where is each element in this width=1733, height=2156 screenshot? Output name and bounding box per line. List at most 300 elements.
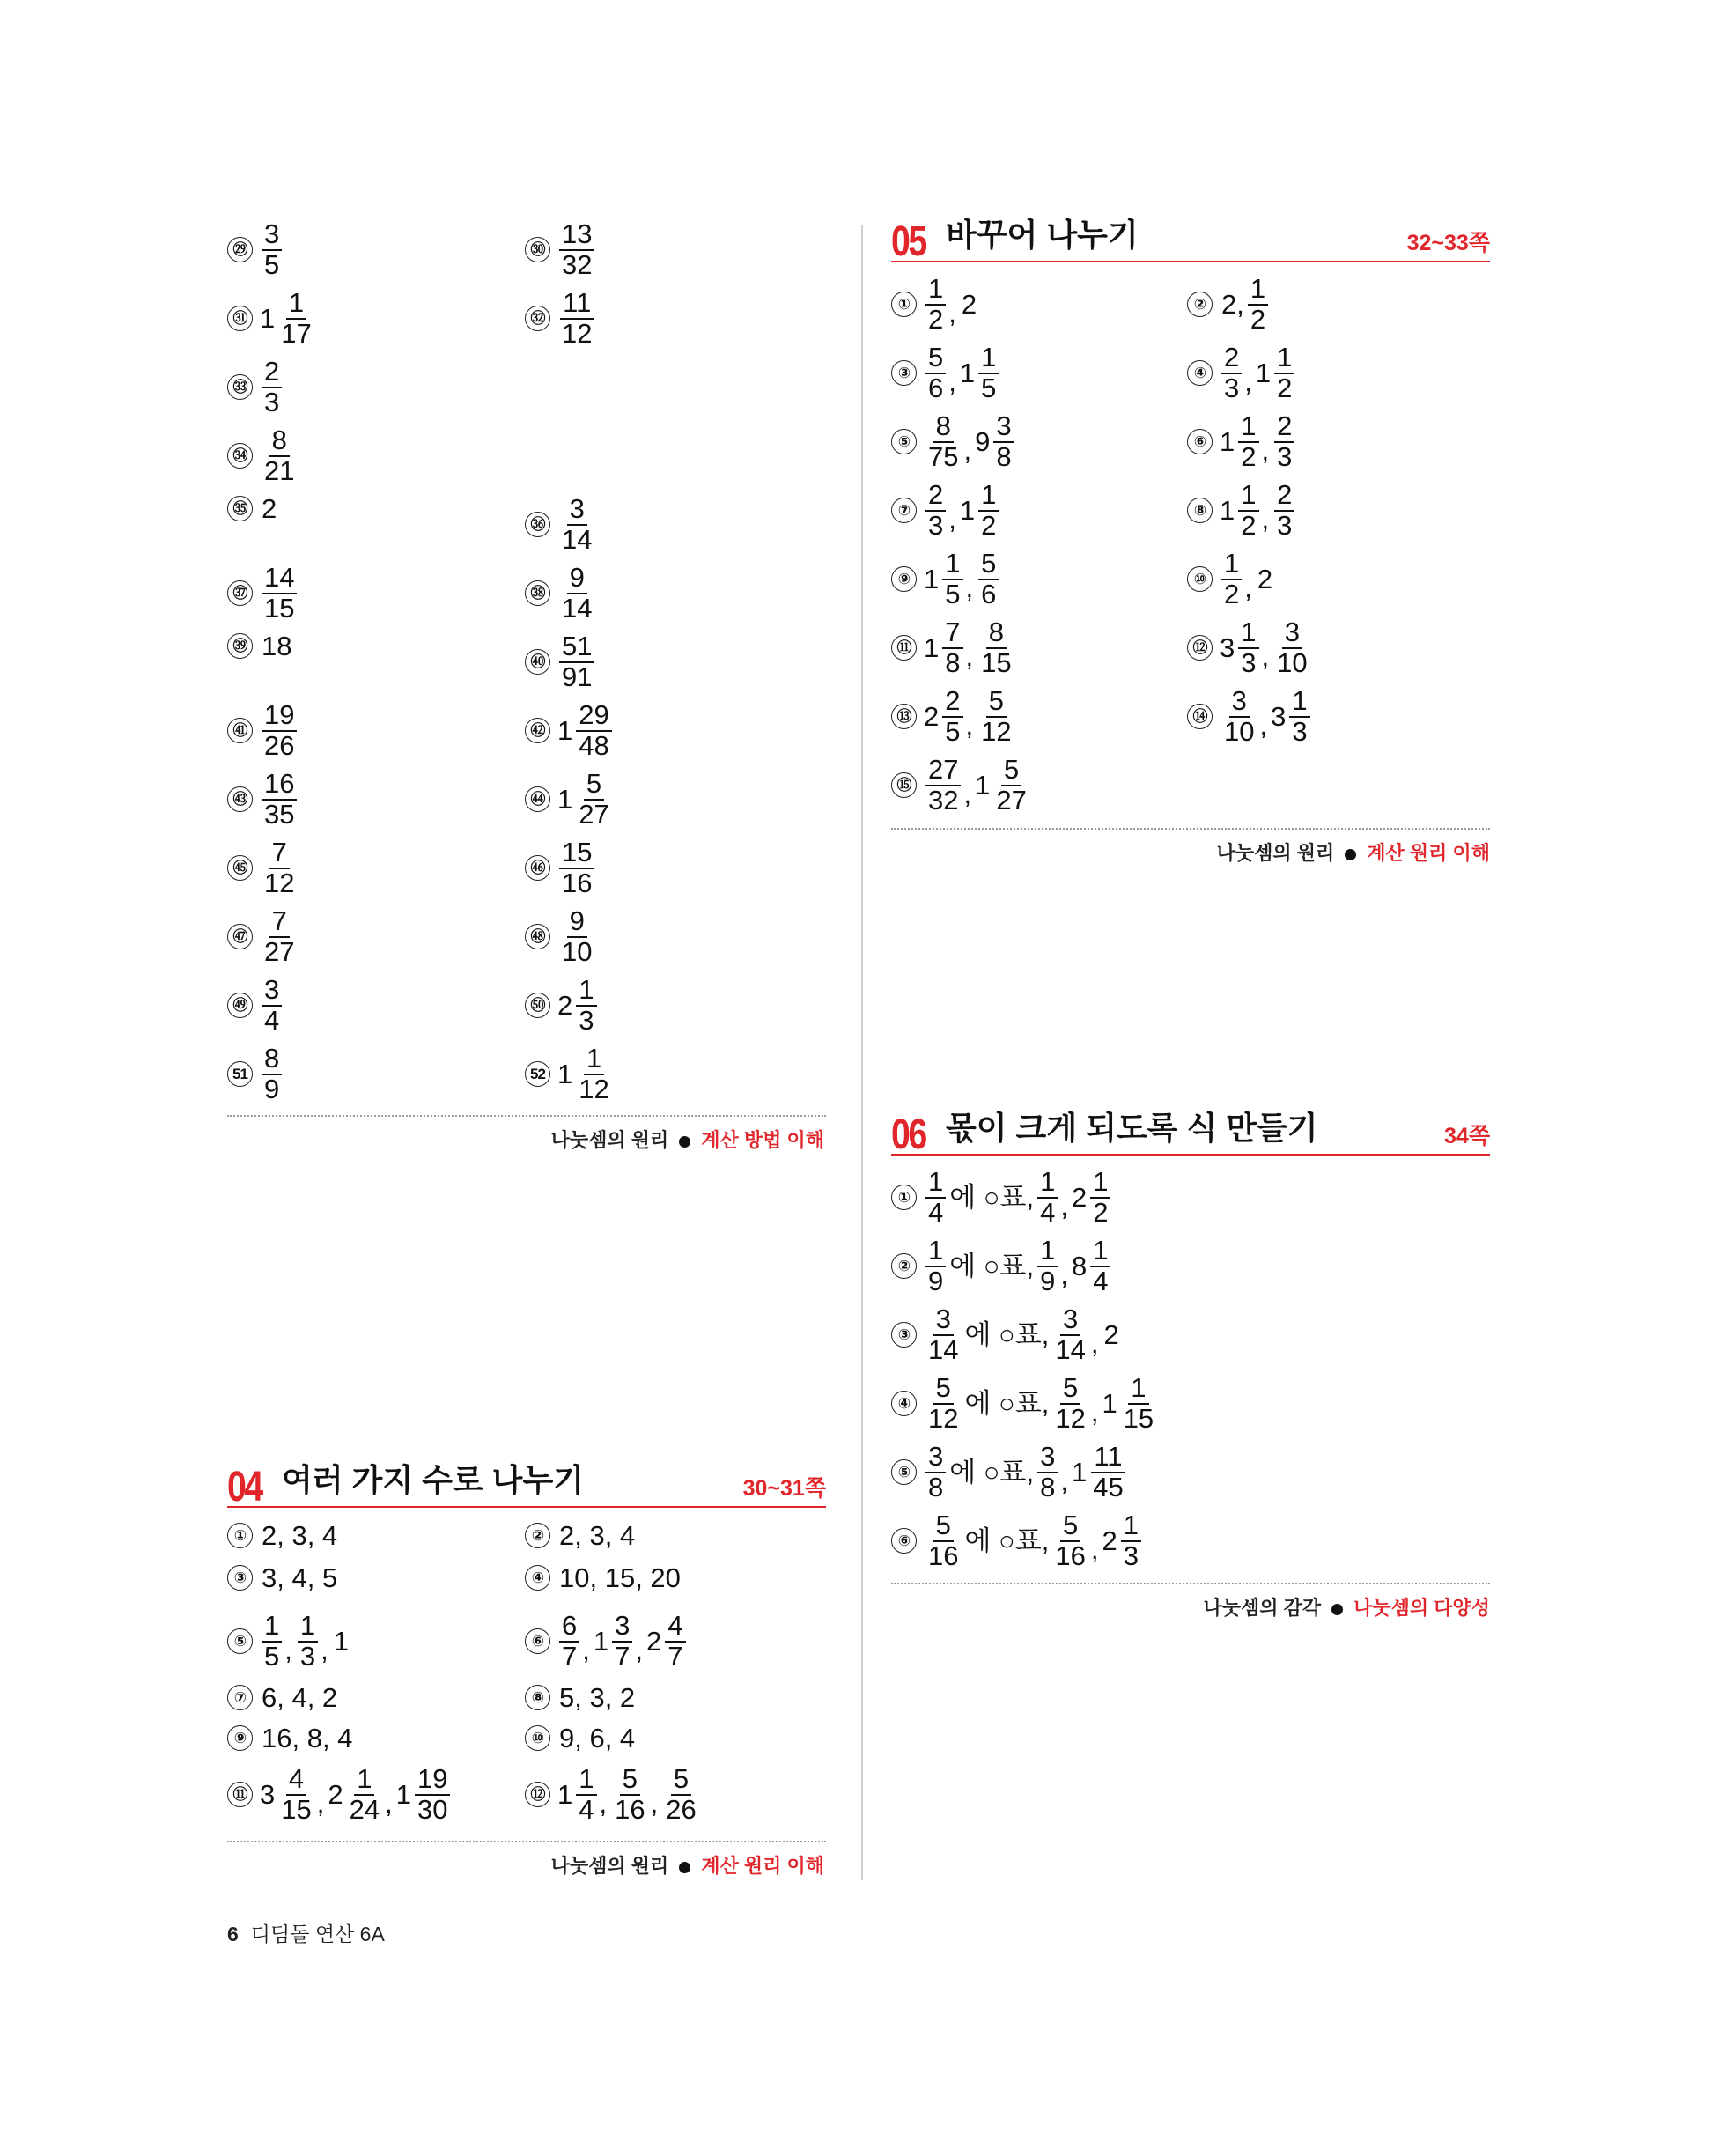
denominator: 8 xyxy=(945,646,961,678)
separator: , xyxy=(1060,1466,1068,1497)
fraction xyxy=(1121,1374,1156,1433)
numerator: 9 xyxy=(567,907,587,938)
footer-topic: 계산 방법 이해 xyxy=(701,1129,824,1151)
answer-item xyxy=(227,1724,354,1752)
answer-number: ⑤ xyxy=(891,1459,917,1485)
footer-category: 나눗셈의 원리 xyxy=(550,1855,669,1877)
denominator: 2 xyxy=(928,303,944,335)
page-footer xyxy=(227,1918,385,1947)
denominator: 3 xyxy=(1123,1539,1139,1571)
mixed-whole: 1 xyxy=(593,1626,609,1658)
page-number: 6 xyxy=(227,1923,239,1946)
fraction xyxy=(262,1045,282,1104)
footer-topic: 계산 원리 이해 xyxy=(1367,842,1490,864)
answer-number: ① xyxy=(891,1185,917,1210)
section-04-dotline xyxy=(227,1841,826,1842)
denominator: 4 xyxy=(579,1793,594,1825)
numerator: 8 xyxy=(933,412,954,443)
numerator: 1 xyxy=(1090,1237,1110,1267)
denominator: 7 xyxy=(615,1640,631,1672)
answer-text: 에 ○표, xyxy=(949,1251,1035,1282)
fraction xyxy=(1052,1511,1088,1570)
denominator: 3 xyxy=(1241,646,1257,678)
fraction xyxy=(993,756,1029,815)
denominator: 75 xyxy=(928,440,959,472)
numerator: 8 xyxy=(269,426,290,457)
answer-item xyxy=(525,1765,701,1824)
fraction xyxy=(1121,1511,1141,1570)
answer-text: 18 xyxy=(262,631,292,661)
numerator: 3 xyxy=(1282,618,1302,649)
separator: , xyxy=(1261,435,1270,467)
numerator: 7 xyxy=(269,838,290,869)
denominator: 3 xyxy=(264,386,280,417)
denominator: 4 xyxy=(1093,1265,1109,1296)
fraction xyxy=(1221,687,1257,746)
mixed-whole: 1 xyxy=(1220,495,1235,527)
section-pages: 32~33쪽 xyxy=(1406,231,1490,255)
fraction xyxy=(1052,1374,1088,1433)
denominator: 2 xyxy=(1250,303,1266,335)
answer-number: 52 xyxy=(525,1061,550,1087)
answer-item xyxy=(525,289,596,348)
denominator: 12 xyxy=(264,867,295,898)
fraction xyxy=(1274,412,1294,471)
denominator: 15 xyxy=(281,1793,312,1825)
answer-text: 3, 4, 5 xyxy=(262,1562,338,1593)
mixed-whole: 1 xyxy=(260,303,276,335)
numerator: 1 xyxy=(584,1045,604,1075)
numerator: 1 xyxy=(1128,1374,1148,1405)
section-pages: 34쪽 xyxy=(1444,1124,1490,1148)
denominator: 2 xyxy=(1093,1196,1109,1228)
separator: , xyxy=(1090,1397,1099,1429)
fraction xyxy=(612,1612,632,1671)
numerator: 1 xyxy=(925,1237,946,1267)
denominator: 16 xyxy=(562,867,593,898)
denominator: 2 xyxy=(1241,440,1257,472)
numerator: 1 xyxy=(1238,618,1258,649)
answer-item xyxy=(525,1564,682,1591)
answer-item xyxy=(227,1684,339,1711)
denominator: 3 xyxy=(928,509,944,541)
fraction xyxy=(559,495,594,554)
answer-number: ⑧ xyxy=(1187,498,1213,523)
separator: , xyxy=(582,1635,590,1666)
denominator: 14 xyxy=(562,523,593,555)
numerator: 1 xyxy=(1238,412,1258,443)
numerator: 1 xyxy=(298,1612,318,1643)
section-title: 바꾸어 나누기 xyxy=(946,217,1139,253)
fraction xyxy=(993,412,1014,471)
answer-number: ② xyxy=(1187,292,1213,317)
answer-item xyxy=(891,343,1000,402)
answer-item xyxy=(1187,687,1312,746)
numerator: 1 xyxy=(576,1765,596,1796)
footer-category: 나눗셈의 감각 xyxy=(1203,1597,1322,1619)
numerator: 1 xyxy=(262,1612,282,1643)
fraction xyxy=(576,1045,611,1104)
numerator: 2 xyxy=(925,481,946,512)
fraction xyxy=(1221,343,1242,402)
fraction xyxy=(262,770,297,829)
answer-number: ㊹ xyxy=(525,786,550,812)
numerator: 1 xyxy=(354,1765,374,1796)
fraction xyxy=(665,1612,685,1671)
numerator: 3 xyxy=(1229,687,1250,718)
separator: , xyxy=(1060,1259,1068,1291)
answer-item xyxy=(525,770,614,829)
answer-item xyxy=(227,1045,284,1104)
denominator: 7 xyxy=(667,1640,683,1672)
answer-number: ㊽ xyxy=(525,924,550,949)
numerator: 9 xyxy=(567,564,587,594)
mixed-whole: 2 xyxy=(924,701,940,733)
denominator: 10 xyxy=(562,935,593,967)
answer-item xyxy=(227,495,278,522)
answer-number: ⑥ xyxy=(525,1628,550,1654)
denominator: 32 xyxy=(928,784,959,816)
denominator: 15 xyxy=(1123,1402,1154,1434)
fraction xyxy=(1037,1237,1058,1296)
answer-number: ③ xyxy=(891,360,917,386)
separator: , xyxy=(1259,710,1268,742)
fraction xyxy=(1221,550,1242,609)
answer-text: 1 xyxy=(333,1626,349,1658)
denominator: 14 xyxy=(1055,1333,1086,1365)
answer-text: 에 ○표, xyxy=(964,1319,1050,1351)
numerator: 3 xyxy=(1037,1443,1058,1473)
fraction xyxy=(415,1765,450,1824)
fraction xyxy=(1090,1443,1125,1502)
mixed-whole: 1 xyxy=(557,1059,573,1090)
numerator: 5 xyxy=(933,1374,954,1405)
separator: , xyxy=(1244,572,1252,604)
denominator: 5 xyxy=(981,372,997,403)
fraction xyxy=(559,289,594,348)
numerator: 3 xyxy=(933,1305,954,1336)
numerator: 8 xyxy=(986,618,1007,649)
answer-number: ⑥ xyxy=(1187,429,1213,454)
answer-number: ㊶ xyxy=(227,718,253,743)
fraction xyxy=(298,1612,318,1671)
answer-item xyxy=(525,838,596,897)
denominator: 8 xyxy=(996,440,1012,472)
denominator: 21 xyxy=(264,454,295,486)
denominator: 6 xyxy=(928,372,944,403)
mixed-whole: 1 xyxy=(1255,358,1272,389)
answer-number: ③ xyxy=(891,1322,917,1348)
denominator: 8 xyxy=(928,1471,944,1503)
denominator: 3 xyxy=(579,1004,594,1036)
fraction xyxy=(1090,1237,1110,1296)
separator: , xyxy=(321,1635,328,1666)
numerator: 11 xyxy=(560,289,594,320)
denominator: 27 xyxy=(579,798,609,830)
mixed-whole: 1 xyxy=(975,770,991,801)
answer-number: ⑪ xyxy=(227,1782,253,1807)
denominator: 4 xyxy=(264,1004,280,1036)
numerator: 3 xyxy=(612,1612,632,1643)
denominator: 12 xyxy=(562,317,593,349)
answer-number: ㉙ xyxy=(227,237,253,262)
fraction xyxy=(559,838,594,897)
answer-item xyxy=(227,701,299,760)
answer-item xyxy=(227,358,284,417)
section-number: 04 xyxy=(227,1464,262,1510)
mixed-whole: 1 xyxy=(395,1779,411,1811)
denominator: 10 xyxy=(1277,646,1308,678)
numerator: 1 xyxy=(978,481,999,512)
fraction xyxy=(1037,1443,1058,1502)
fraction xyxy=(559,632,594,691)
answer-item xyxy=(227,426,299,485)
answer-item xyxy=(525,976,599,1035)
answer-number: ⑩ xyxy=(1187,566,1213,592)
answer-item xyxy=(227,1765,452,1824)
section-title: 여러 가지 수로 나누기 xyxy=(282,1462,584,1498)
fraction xyxy=(663,1765,698,1824)
numerator: 29 xyxy=(576,701,611,732)
answer-number: ㊱ xyxy=(525,512,550,537)
answer-item xyxy=(525,632,596,691)
answer-number: ㉟ xyxy=(227,496,253,521)
answer-item xyxy=(227,564,299,623)
answer-item xyxy=(891,275,978,334)
fraction xyxy=(262,1612,282,1671)
numerator: 1 xyxy=(1289,687,1309,718)
fraction xyxy=(978,481,999,540)
denominator: 2 xyxy=(1277,372,1293,403)
answer-item xyxy=(525,1612,688,1671)
answer-number: ⑫ xyxy=(525,1782,550,1807)
denominator: 30 xyxy=(417,1793,448,1825)
mixed-whole: 8 xyxy=(1071,1251,1088,1282)
numerator: 4 xyxy=(665,1612,685,1643)
answer-number: ③ xyxy=(227,1565,253,1591)
denominator: 9 xyxy=(1040,1265,1056,1296)
answer-text: 에 ○표, xyxy=(964,1388,1050,1420)
denominator: 17 xyxy=(281,317,312,349)
answer-number: ④ xyxy=(1187,360,1213,386)
denominator: 12 xyxy=(1055,1402,1086,1434)
denominator: 26 xyxy=(666,1793,697,1825)
answer-text: 2 xyxy=(1257,564,1273,595)
mixed-whole: 1 xyxy=(1220,426,1235,458)
answer-text: 2 xyxy=(1103,1319,1119,1351)
numerator: 3 xyxy=(262,220,282,251)
fraction xyxy=(925,275,946,334)
numerator: 5 xyxy=(1001,756,1021,786)
bullet-icon xyxy=(679,1862,690,1873)
answer-number: ㉝ xyxy=(227,374,253,400)
footer-topic: 나눗셈의 다양성 xyxy=(1353,1597,1490,1619)
denominator: 27 xyxy=(996,784,1027,816)
fraction xyxy=(925,1168,946,1227)
numerator: 4 xyxy=(286,1765,306,1796)
answer-item xyxy=(891,1374,1158,1433)
left-top-dotline xyxy=(227,1115,826,1117)
footer-topic: 계산 원리 이해 xyxy=(701,1855,824,1877)
fraction xyxy=(942,687,962,746)
denominator: 27 xyxy=(264,935,295,967)
answer-number: ④ xyxy=(891,1391,917,1416)
denominator: 3 xyxy=(1277,440,1293,472)
answer-item xyxy=(525,1684,637,1711)
denominator: 16 xyxy=(1055,1539,1086,1571)
section-number: 06 xyxy=(891,1111,925,1158)
numerator: 7 xyxy=(942,618,962,649)
numerator: 6 xyxy=(559,1612,579,1643)
mixed-whole: 1 xyxy=(959,358,976,389)
mixed-whole: 1 xyxy=(924,632,940,664)
mixed-whole: 2 xyxy=(557,990,573,1022)
answer-text: 9, 6, 4 xyxy=(559,1723,636,1754)
separator: , xyxy=(965,641,974,673)
fraction xyxy=(559,907,594,966)
numerator: 1 xyxy=(1221,550,1242,580)
answer-number: ⑦ xyxy=(891,498,917,523)
denominator: 3 xyxy=(299,1640,316,1672)
answer-item xyxy=(227,838,299,897)
separator: , xyxy=(635,1635,643,1666)
answer-item xyxy=(1187,481,1296,540)
answer-number: ㉞ xyxy=(227,443,253,469)
mixed-whole: 1 xyxy=(959,495,976,527)
answer-number: ㊸ xyxy=(227,786,253,812)
separator: , xyxy=(1090,1534,1099,1566)
mixed-whole: 2 xyxy=(328,1779,343,1811)
separator: , xyxy=(948,298,956,329)
numerator: 3 xyxy=(1060,1305,1080,1336)
numerator: 1 xyxy=(1248,275,1268,306)
section-06-header xyxy=(891,1101,1490,1156)
answer-number: ⑤ xyxy=(227,1628,253,1654)
answer-item xyxy=(891,687,1016,746)
separator: , xyxy=(1261,504,1270,535)
answer-number: ⑬ xyxy=(891,704,917,729)
section-pages: 30~31쪽 xyxy=(742,1476,826,1501)
separator: , xyxy=(284,1635,292,1666)
fraction xyxy=(1274,481,1294,540)
answer-number: ⑥ xyxy=(891,1528,917,1554)
section-05-footer xyxy=(1217,838,1490,866)
section-05-header xyxy=(891,208,1490,265)
separator: , xyxy=(1261,641,1270,673)
numerator: 19 xyxy=(415,1765,450,1796)
denominator: 2 xyxy=(1241,509,1257,541)
answer-number: ① xyxy=(891,292,917,317)
separator: , xyxy=(650,1788,659,1820)
fraction xyxy=(925,756,961,815)
answer-number: ㊻ xyxy=(525,855,550,881)
fraction xyxy=(262,358,282,417)
answer-number: ㊾ xyxy=(227,993,253,1018)
answer-text: 6, 4, 2 xyxy=(262,1682,338,1713)
answer-item xyxy=(1187,412,1296,471)
denominator: 4 xyxy=(928,1196,944,1228)
numerator: 11 xyxy=(1091,1443,1125,1473)
answer-text: 에 ○표, xyxy=(949,1457,1035,1488)
denominator: 14 xyxy=(928,1333,959,1365)
section-04-header xyxy=(227,1453,826,1508)
fraction xyxy=(262,426,297,485)
numerator: 19 xyxy=(262,701,297,732)
bullet-icon xyxy=(1345,849,1356,860)
separator: , xyxy=(965,572,974,604)
numerator: 5 xyxy=(584,770,604,801)
fraction xyxy=(278,1765,313,1824)
mixed-whole: 9 xyxy=(975,426,991,458)
fraction xyxy=(1238,481,1258,540)
answer-number: ④ xyxy=(525,1565,550,1591)
fraction xyxy=(978,550,999,609)
fraction xyxy=(1274,618,1309,677)
fraction xyxy=(262,220,282,279)
answer-text: 에 ○표, xyxy=(964,1525,1050,1557)
fraction xyxy=(942,550,962,609)
mixed-whole: 1 xyxy=(557,715,573,747)
answer-text: 2, 3, 4 xyxy=(559,1520,636,1551)
answer-number: ⑩ xyxy=(525,1725,550,1751)
answer-number: ㊵ xyxy=(525,649,550,675)
answer-text: 2 xyxy=(961,289,977,321)
answer-text: 2, 3, 4 xyxy=(262,1520,338,1551)
answer-item xyxy=(891,412,1016,471)
answer-number: ② xyxy=(891,1253,917,1279)
numerator: 1 xyxy=(1274,343,1294,374)
separator: , xyxy=(1244,366,1252,398)
fraction xyxy=(925,343,946,402)
answer-number: ⑦ xyxy=(227,1685,253,1710)
answer-item xyxy=(1187,275,1270,334)
answer-number: ㊿ xyxy=(525,993,550,1018)
fraction xyxy=(978,343,999,402)
denominator: 10 xyxy=(1224,715,1255,747)
answer-number: ⑤ xyxy=(891,429,917,454)
answer-text: 10, 15, 20 xyxy=(559,1562,681,1593)
separator: , xyxy=(1090,1328,1099,1360)
denominator: 5 xyxy=(945,578,961,609)
denominator: 4 xyxy=(1040,1196,1056,1228)
answer-item xyxy=(227,289,316,348)
fraction xyxy=(262,564,297,623)
fraction xyxy=(925,1237,946,1296)
fraction xyxy=(1052,1305,1088,1364)
bullet-icon xyxy=(1331,1604,1343,1615)
fraction xyxy=(1090,1168,1110,1227)
numerator: 3 xyxy=(262,976,282,1007)
separator: , xyxy=(948,366,956,398)
answer-item xyxy=(891,1168,1112,1227)
fraction xyxy=(942,618,962,677)
section-title: 몫이 크게 되도록 식 만들기 xyxy=(946,1110,1318,1146)
fraction xyxy=(559,564,594,623)
answer-item xyxy=(227,976,284,1035)
denominator: 45 xyxy=(1093,1471,1124,1503)
answer-number: ㊲ xyxy=(227,580,253,606)
mixed-whole: 2 xyxy=(646,1626,662,1658)
answer-number: ㉚ xyxy=(525,237,550,262)
denominator: 12 xyxy=(981,715,1012,747)
numerator: 2 xyxy=(262,358,282,388)
fraction xyxy=(576,770,611,829)
answer-number: ⑧ xyxy=(525,1685,550,1710)
answer-item xyxy=(891,1305,1121,1364)
separator: , xyxy=(385,1788,393,1820)
denominator: 9 xyxy=(264,1073,280,1104)
answer-number: ㉜ xyxy=(525,306,550,331)
